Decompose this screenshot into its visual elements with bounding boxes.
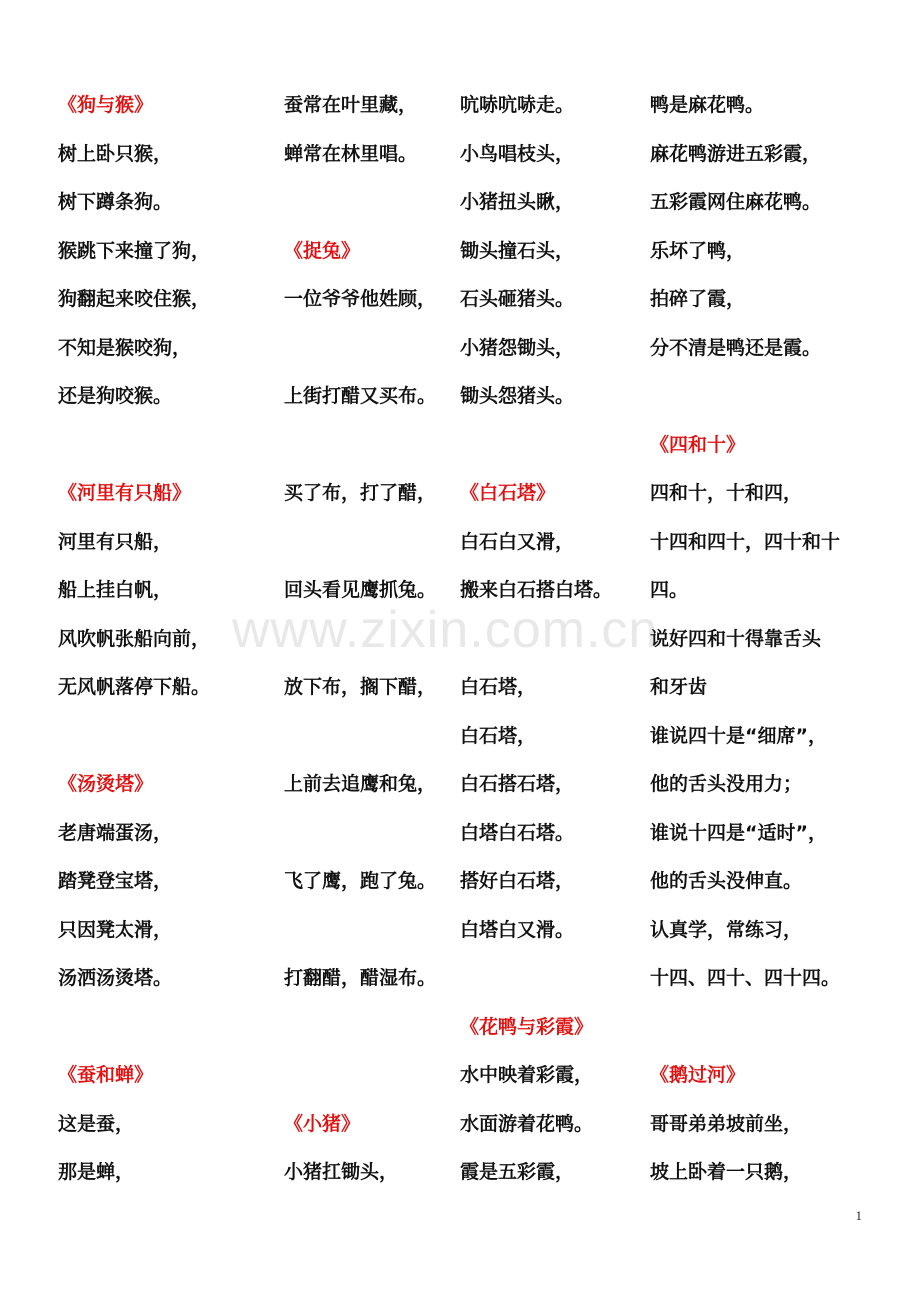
poem-line: 踏凳登宝塔， bbox=[58, 870, 173, 892]
poem-line: 飞了鹰，跑了兔。 bbox=[284, 870, 437, 892]
blank-line bbox=[284, 913, 454, 962]
poem-title: 《四和十》 bbox=[650, 433, 746, 456]
poem-title: 《狗与猴》 bbox=[58, 94, 154, 116]
poem-line: 不知是猴咬狗， bbox=[58, 336, 192, 359]
poem-line: 五彩霞网住麻花鸭。 bbox=[650, 191, 822, 213]
poem-line: 坡上卧着一只鹅， bbox=[650, 1161, 803, 1183]
poem-line: 霞是五彩霞， bbox=[460, 1161, 575, 1183]
poem-line: 鸭是麻花鸭。 bbox=[650, 94, 765, 116]
blank-line bbox=[284, 816, 454, 865]
poem-line: 汤洒汤烫塔。 bbox=[58, 967, 173, 989]
poem-line: 小鸟唱枝头， bbox=[460, 142, 575, 165]
watermark: www.zixin.com.cn bbox=[232, 601, 659, 659]
poem-line: 无风帆落停下船。 bbox=[58, 676, 211, 698]
column-4 bbox=[650, 88, 865, 1204]
poem-title: 《小猪》 bbox=[284, 1112, 361, 1135]
poem-line: 石头砸猪头。 bbox=[460, 288, 575, 310]
poem-line: 谁说四十是“细席”， bbox=[650, 724, 827, 747]
poem-line: 分不清是鸭还是霞。 bbox=[650, 336, 822, 359]
poem-line: 小猪怨锄头， bbox=[460, 336, 575, 359]
blank-line bbox=[284, 1058, 454, 1107]
poem-line: 老唐端蛋汤， bbox=[58, 821, 173, 844]
blank-line bbox=[460, 961, 646, 1010]
poem-title: 《鹅过河》 bbox=[650, 1064, 746, 1086]
poem-line: 河里有只船， bbox=[58, 530, 173, 553]
poem-line: 说好四和十得靠舌头 bbox=[650, 627, 822, 650]
poem-line: 水中映着彩霞， bbox=[460, 1064, 594, 1086]
blank-line bbox=[284, 428, 454, 477]
poem-title: 《蚕和蝉》 bbox=[58, 1064, 154, 1086]
poem-line: 买了布，打了醋， bbox=[284, 482, 437, 504]
poem-line: 十四、四十、四十四。 bbox=[650, 967, 841, 989]
poem-line: 上前去追鹰和兔， bbox=[284, 773, 437, 795]
blank-line bbox=[284, 525, 454, 574]
poem-line: 放下布，搁下醋， bbox=[284, 676, 437, 698]
page-number: 1 bbox=[855, 1208, 862, 1223]
poem-line: 白塔白又滑。 bbox=[460, 918, 575, 941]
blank-line bbox=[284, 185, 454, 234]
poem-line: 这是蚕， bbox=[58, 1112, 135, 1135]
blank-line bbox=[284, 1010, 454, 1059]
poem-line: 麻花鸭游进五彩霞， bbox=[650, 142, 822, 165]
poem-title: 《捉兔》 bbox=[284, 239, 361, 262]
blank-line bbox=[58, 428, 278, 477]
poem-line: 四和十，十和四， bbox=[650, 482, 803, 504]
blank-line bbox=[284, 331, 454, 380]
poem-title: 《河里有只船》 bbox=[58, 482, 192, 504]
poem-title: 《花鸭与彩霞》 bbox=[460, 1015, 594, 1038]
poem-line: 锄头怨猪头。 bbox=[460, 385, 575, 407]
poem-line: 拍碎了霞， bbox=[650, 288, 746, 310]
poem-line: 吭哧吭哧走。 bbox=[460, 94, 575, 116]
poem-line: 树下蹲条狗。 bbox=[58, 191, 173, 213]
poem-title: 《白石塔》 bbox=[460, 482, 556, 504]
poem-line: 小猪扭头瞅， bbox=[460, 191, 575, 213]
poem-line: 上街打醋又买布。 bbox=[284, 385, 437, 407]
poem-title: 《汤烫塔》 bbox=[58, 773, 154, 795]
poem-line: 只因凳太滑， bbox=[58, 918, 173, 941]
blank-line bbox=[284, 719, 454, 768]
poem-line: 十四和四十，四十和十 bbox=[650, 530, 841, 553]
poem-line: 船上挂白帆， bbox=[58, 579, 173, 601]
poem-line: 回头看见鹰抓兔。 bbox=[284, 579, 437, 601]
poem-line: 白塔白石塔。 bbox=[460, 821, 575, 844]
poem-line: 搬来白石搭白塔。 bbox=[460, 579, 613, 601]
poem-line: 一位爷爷他姓顾， bbox=[284, 288, 437, 310]
poem-line: 蚕常在叶里藏， bbox=[284, 94, 418, 116]
poem-line: 谁说十四是“适时”， bbox=[650, 821, 827, 844]
poem-line: 白石塔， bbox=[460, 676, 537, 698]
poem-line: 还是狗咬猴。 bbox=[58, 385, 173, 407]
blank-line bbox=[650, 1010, 865, 1059]
poem-line: 蝉常在林里唱。 bbox=[284, 142, 418, 165]
blank-line bbox=[58, 719, 278, 768]
poem-line: 猴跳下来撞了狗， bbox=[58, 239, 211, 262]
poem-line: 他的舌头没用力； bbox=[650, 773, 803, 795]
poem-line: 四。 bbox=[650, 579, 689, 601]
poem-line: 风吹帆张船向前， bbox=[58, 627, 211, 650]
blank-line bbox=[650, 379, 865, 428]
poem-line: 认真学，常练习， bbox=[650, 918, 803, 941]
blank-line bbox=[460, 428, 646, 477]
poem-line: 乐坏了鸭， bbox=[650, 239, 746, 262]
poem-line: 小猪扛锄头， bbox=[284, 1161, 399, 1183]
poem-line: 树上卧只猴， bbox=[58, 142, 173, 165]
poem-line: 打翻醋，醋湿布。 bbox=[284, 967, 437, 989]
poem-line: 水面游着花鸭。 bbox=[460, 1112, 594, 1135]
poem-line: 白石搭石塔， bbox=[460, 773, 575, 795]
poem-line: 哥哥弟弟坡前坐， bbox=[650, 1112, 803, 1135]
poem-line: 锄头撞石头， bbox=[460, 239, 575, 262]
poem-line: 和牙齿 bbox=[650, 676, 708, 698]
poem-line: 白石白又滑， bbox=[460, 530, 575, 553]
poem-line: 狗翻起来咬住猴， bbox=[58, 288, 211, 310]
poem-line: 搭好白石塔， bbox=[460, 870, 575, 892]
blank-line bbox=[58, 1010, 278, 1059]
poem-line: 他的舌头没伸直。 bbox=[650, 870, 803, 892]
poem-line: 白石塔， bbox=[460, 724, 537, 747]
poem-line: 那是蝉， bbox=[58, 1161, 135, 1183]
